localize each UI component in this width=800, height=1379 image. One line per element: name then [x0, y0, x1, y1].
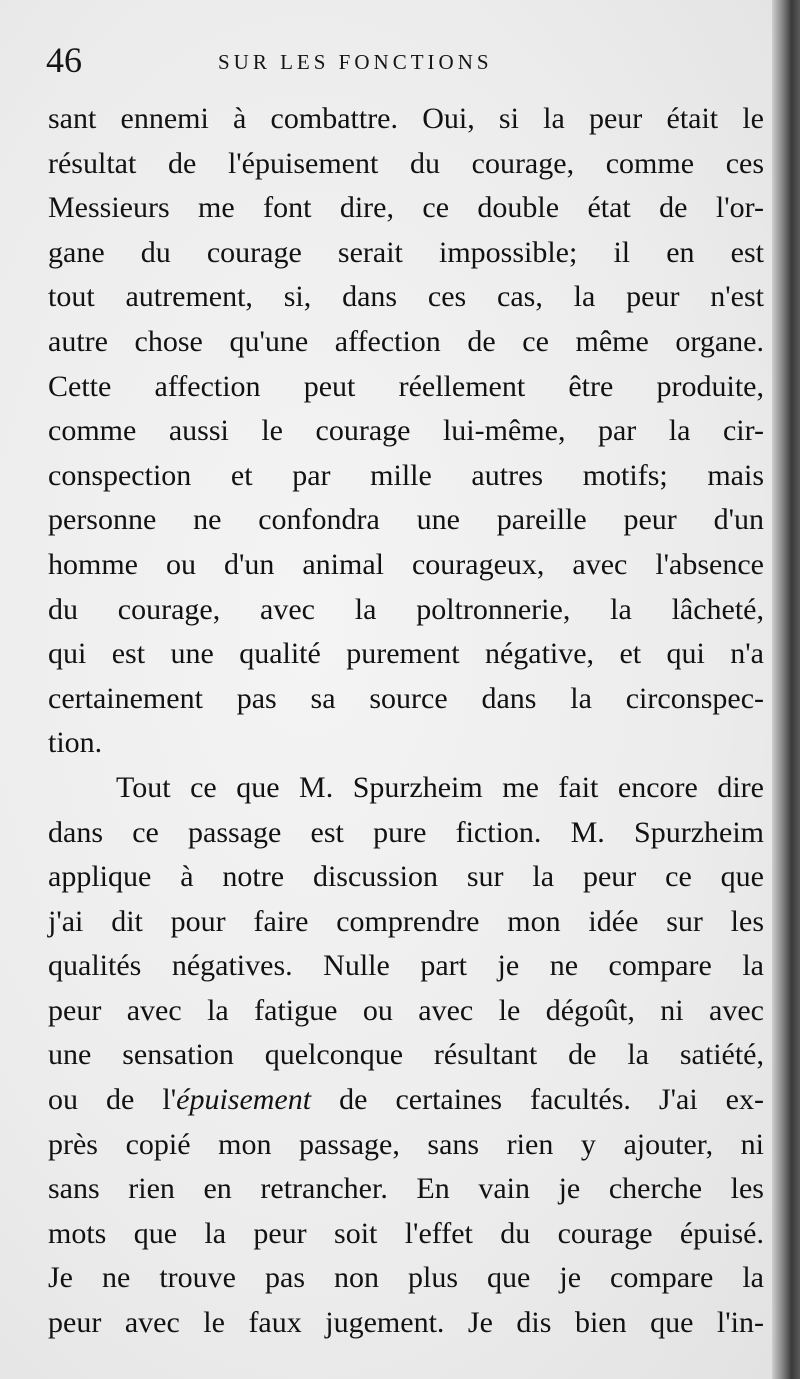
text-line: du courage, avec la poltronnerie, la lâcheté,	[48, 592, 764, 626]
text-line: personne ne confondra une pareille peur d'un	[48, 503, 764, 537]
text-line: près copié mon passage, sans rien y ajouter, ni	[48, 1127, 764, 1161]
body-text	[48, 97, 764, 1346]
text-line: gane du courage serait impossible; il en est	[48, 235, 764, 269]
text-segment: de certaines facultés. J'ai ex-	[311, 1083, 764, 1117]
text-line: résultat de l'épuisement du courage, comme ces	[48, 146, 764, 180]
text-line: autre chose qu'une affection de ce même organe.	[48, 324, 764, 358]
text-line: peur avec le faux jugement. Je dis bien que l'in-	[48, 1306, 764, 1340]
text-segment: ou de l'	[48, 1083, 177, 1117]
text-line: homme ou d'un animal courageux, avec l'absence	[48, 547, 764, 581]
page-header	[0, 36, 772, 86]
text-line: sans rien en retrancher. En vain je cherche les	[48, 1172, 764, 1206]
text-line: applique à notre discussion sur la peur ce que	[48, 860, 764, 894]
text-line: tout autrement, si, dans ces cas, la peur n'est	[48, 280, 764, 314]
italic-word: épuisement	[176, 1083, 312, 1117]
text-line: une sensation quelconque résultant de la satiété,	[48, 1038, 764, 1072]
text-line: peur avec la fatigue ou avec le dégoût, ni avec	[48, 993, 764, 1027]
text-line: tion.	[48, 726, 103, 760]
paragraph-1	[48, 97, 764, 766]
text-line: dans ce passage est pure fiction. M. Spurzheim	[48, 815, 764, 849]
text-line-with-italic	[48, 1078, 764, 1123]
page-number: 46	[46, 40, 82, 80]
text-line: Tout ce que M. Spurzheim me fait encore dire	[116, 770, 764, 804]
text-line: Je ne trouve pas non plus que je compare la	[48, 1261, 764, 1295]
text-line: Messieurs me font dire, ce double état de l'or-	[48, 191, 764, 225]
text-line: qui est une qualité purement négative, et qui n'a	[48, 637, 764, 671]
running-head: SUR LES FONCTIONS	[218, 50, 493, 74]
text-line: conspection et par mille autres motifs; mais	[48, 458, 764, 492]
page-edge-shadow	[772, 0, 800, 1379]
text-line: Cette affection peut réellement être produite,	[48, 369, 764, 403]
paragraph-2	[48, 766, 764, 1346]
text-line: certainement pas sa source dans la circonspec-	[48, 681, 764, 715]
text-line: sant ennemi à combattre. Oui, si la peur était le	[48, 102, 764, 135]
text-line: comme aussi le courage lui-même, par la cir-	[48, 414, 764, 448]
text-line: mots que la peur soit l'effet du courage épuisé.	[48, 1216, 764, 1250]
text-line: j'ai dit pour faire comprendre mon idée sur les	[48, 904, 764, 938]
text-line: qualités négatives. Nulle part je ne compare la	[48, 949, 764, 983]
